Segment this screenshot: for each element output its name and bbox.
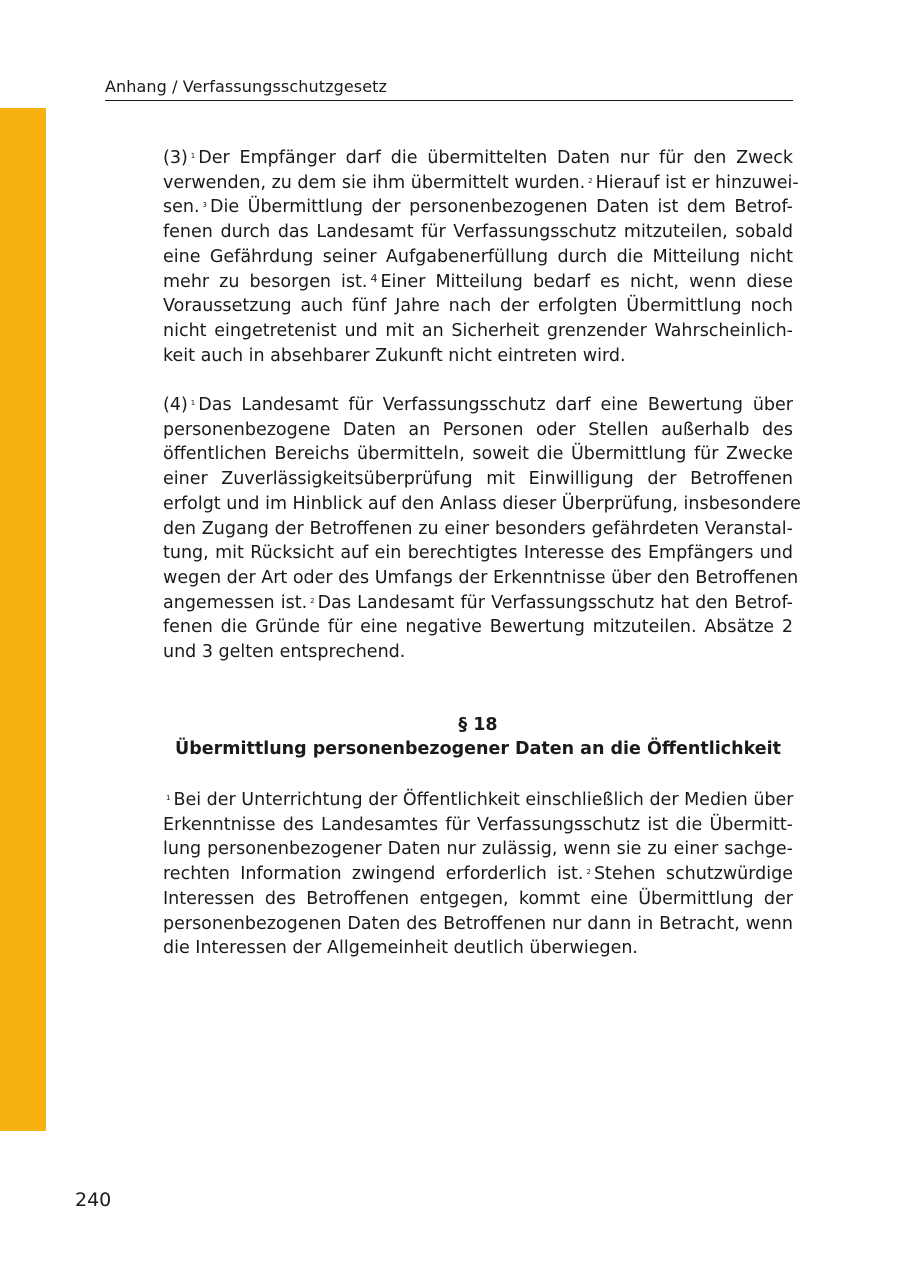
sentence-number: 3: [202, 201, 208, 210]
text-line: keit auch in absehbarer Zukunft nicht eintreten wird.: [163, 345, 626, 366]
paragraph-3-text: [163, 146, 799, 368]
sentence-number: 1: [190, 152, 196, 160]
text-line: fenen die Gründe für eine negative Bewertung mitzuteilen. Absätze 2: [163, 617, 793, 638]
text-line: öffentlichen Bereichs übermitteln, soweit die Übermittlung für Zwecke: [163, 444, 793, 465]
sentence-number: 1: [190, 399, 196, 407]
text-line: mehr zu besorgen ist. $^4$ Einer Mitteilung bedarf es nicht, wenn diese: [163, 271, 793, 292]
text-line: (3) $^1$ Der Empfänger darf die übermittelten Daten nur für den Zweck: [163, 148, 793, 168]
text-line: nicht eingetretenist und mit an Sicherheit grenzender Wahrscheinlich-: [163, 320, 793, 341]
text-line: erfolgt und im Hinblick auf den Anlass dieser Überprüfung, insbesondere: [163, 493, 801, 514]
text-line: Interessen des Betroffenen entgegen, kommt eine Übermittlung der: [163, 888, 793, 909]
text-line: Voraussetzung auch fünf Jahre nach der erfolgten Übermittlung noch: [163, 296, 793, 317]
paragraph-4: [163, 393, 801, 665]
sentence-number: 2: [310, 596, 315, 605]
text-line: Erkenntnisse des Landesamtes für Verfassungsschutz ist die Übermitt-: [163, 814, 793, 835]
sentence-number: 2: [588, 176, 593, 185]
text-line: angemessen ist. $^2$ Das Landesamt für Verfassungsschutz hat den Betrof-: [163, 592, 793, 613]
text-line: tung, mit Rücksicht auf ein berechtigtes Interesse des Empfängers und: [163, 543, 793, 564]
text-line: den Zugang der Betroffenen zu einer besonders gefährdeten Veranstal-: [163, 518, 793, 539]
paragraph-marker: (3): [163, 148, 188, 168]
accent-side-bar: [0, 108, 46, 1131]
sentence-number: 1: [166, 794, 171, 802]
sentence-number: 4: [370, 271, 378, 285]
text-line: rechten Information zwingend erforderlich ist. $^2$ Stehen schutzwürdige: [163, 864, 793, 885]
text-line: personenbezogene Daten an Personen oder Stellen außerhalb des: [163, 419, 793, 440]
text-line: (4) $^1$ Das Landesamt für Verfassungsschutz darf eine Bewertung über: [163, 395, 793, 415]
text-line: sen. $^3$ Die Übermittlung der personenbezogenen Daten ist dem Betrof-: [163, 197, 793, 218]
paragraph-marker: (4): [163, 395, 188, 415]
section-number: § 18: [458, 715, 498, 735]
paragraph-4-text: [163, 393, 801, 665]
text-line: fenen durch das Landesamt für Verfassungsschutz mitzuteilen, sobald: [163, 222, 793, 243]
text-line: die Interessen der Allgemeinheit deutlich überwiegen.: [163, 938, 638, 959]
section-18-body: [163, 788, 793, 961]
section-18-text: [163, 788, 793, 961]
text-line: $^1$ Bei der Unterrichtung der Öffentlichkeit einschließlich der Medien über: [166, 790, 794, 810]
text-line: lung personenbezogener Daten nur zulässig, wenn sie zu einer sachge-: [163, 839, 793, 860]
running-header: Anhang / Verfassungsschutzgesetz: [105, 76, 793, 101]
paragraph-3: [163, 146, 799, 368]
page-number: 240: [75, 1189, 112, 1211]
text-line: einer Zuverlässigkeitsüberprüfung mit Einwilligung der Betroffenen: [163, 469, 793, 490]
text-line: personenbezogenen Daten des Betroffenen nur dann in Betracht, wenn: [163, 913, 793, 934]
text-line: verwenden, zu dem sie ihm übermittelt wurden. $^2$ Hierauf ist er hinzuwei-: [163, 172, 799, 193]
sentence-number: 2: [586, 868, 591, 877]
text-line: wegen der Art oder des Umfangs der Erkenntnisse über den Betroffenen: [163, 567, 799, 588]
text-line: und 3 gelten entsprechend.: [163, 642, 406, 663]
section-title: Übermittlung personenbezogener Daten an die Öffentlichkeit: [175, 739, 781, 759]
text-line: eine Gefährdung seiner Aufgabenerfüllung durch die Mitteilung nicht: [163, 246, 793, 267]
